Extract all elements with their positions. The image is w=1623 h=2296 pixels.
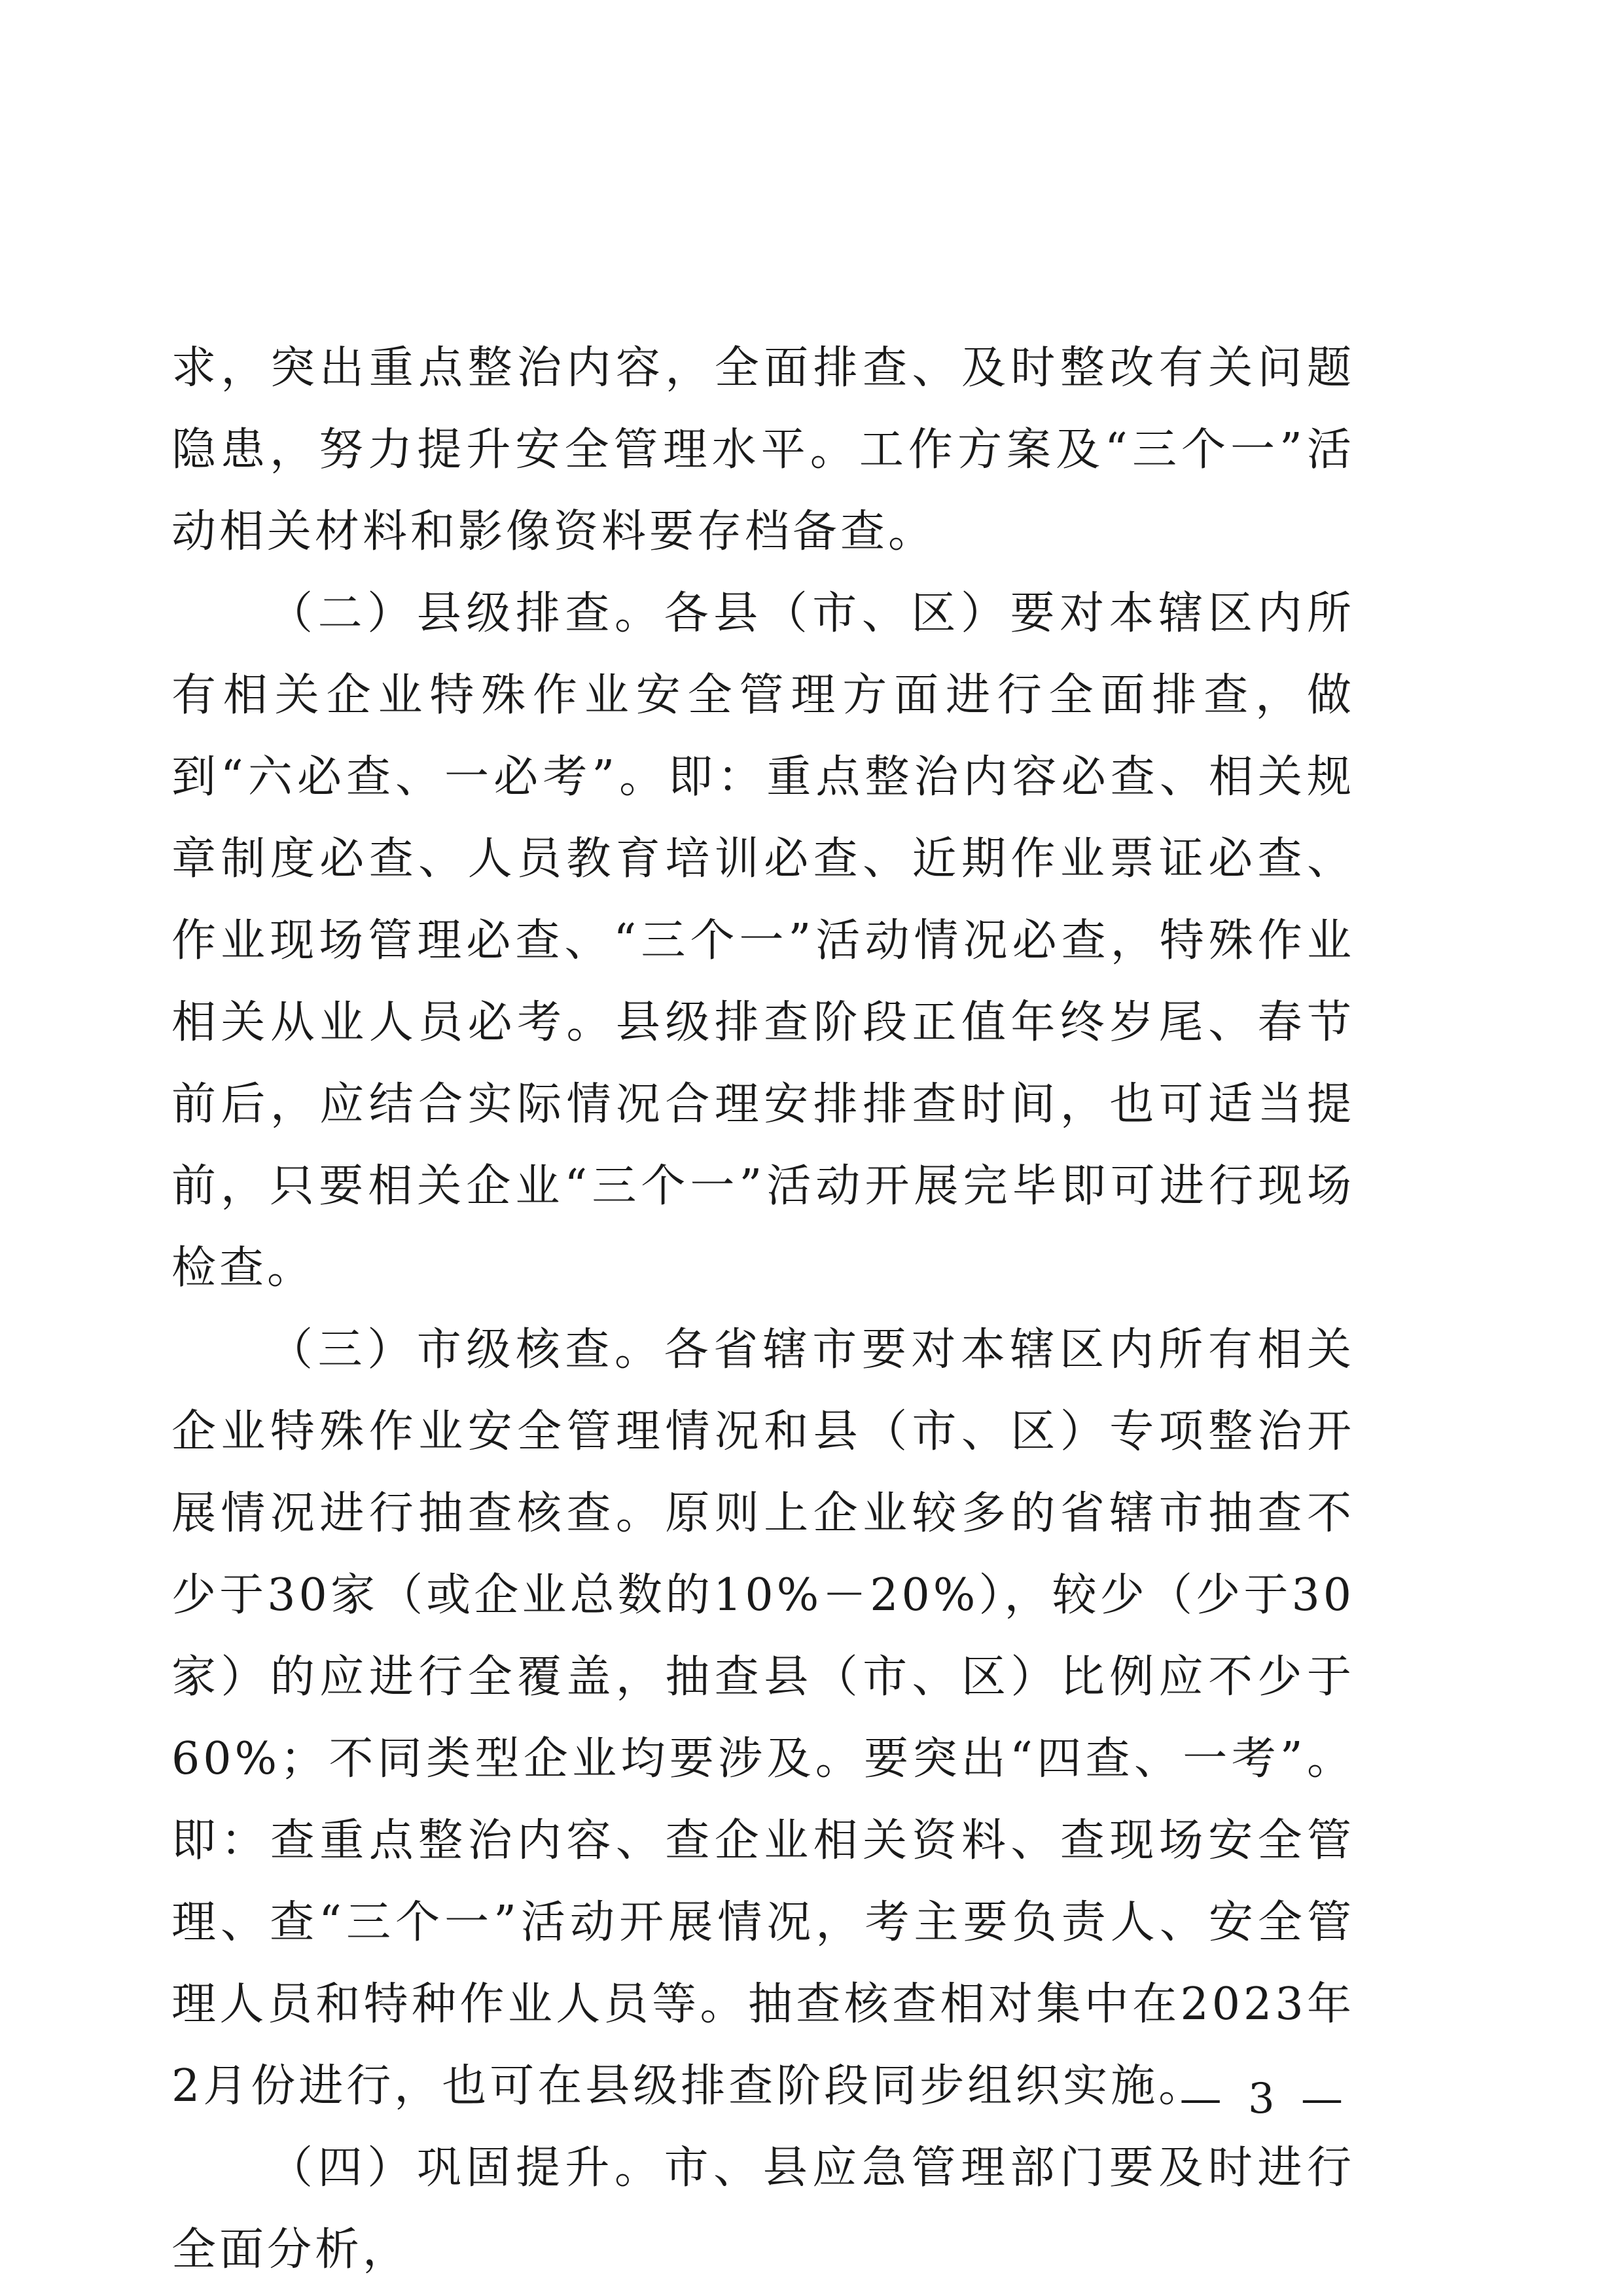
- body-text: [171, 327, 1355, 2291]
- paragraph-consolidation: （四）巩固提升。市、县应急管理部门要及时进行全面分析，: [171, 2142, 1355, 2276]
- paragraph-county-inspection: （二）县级排查。各县（市、区）要对本辖区内所有相关企业特殊作业安全管理方面进行全面排查，做到“六必查、一必考”。即：重点整治内容必查、相关规章制度必查、人员教育培训必查、近期作业票证必查、作业现场管理必查、“三个一”活动情况必查，特殊作业相关从业人员必考。县级排查阶段正值年终岁尾、春节前后，应结合实际情况合理安排排查时间，也可适当提前，只要相关企业“三个一”活动开展完毕即可进行现场检查。: [171, 588, 1355, 1294]
- paragraph-continuation: 求，突出重点整治内容，全面排查、及时整改有关问题隐患，努力提升安全管理水平。工作方案及“三个一”活动相关材料和影像资料要存档备查。: [171, 342, 1355, 558]
- paragraph-city-verification: （三）市级核查。各省辖市要对本辖区内所有相关企业特殊作业安全管理情况和县（市、区）专项整治开展情况进行抽查核查。原则上企业较多的省辖市抽查不少于30家（或企业总数的10%－20%），较少（少于30家）的应进行全覆盖，抽查县（市、区）比例应不少于60%；不同类型企业均要涉及。要突出“四查、一考”。即：查重点整治内容、查企业相关资料、查现场安全管理、查“三个一”活动开展情况，考主要负责人、安全管理人员和特种作业人员等。抽查核查相对集中在2023年2月份进行，也可在县级排查阶段同步组织实施。: [171, 1324, 1355, 2112]
- page-number: — 3 —: [1179, 2075, 1349, 2123]
